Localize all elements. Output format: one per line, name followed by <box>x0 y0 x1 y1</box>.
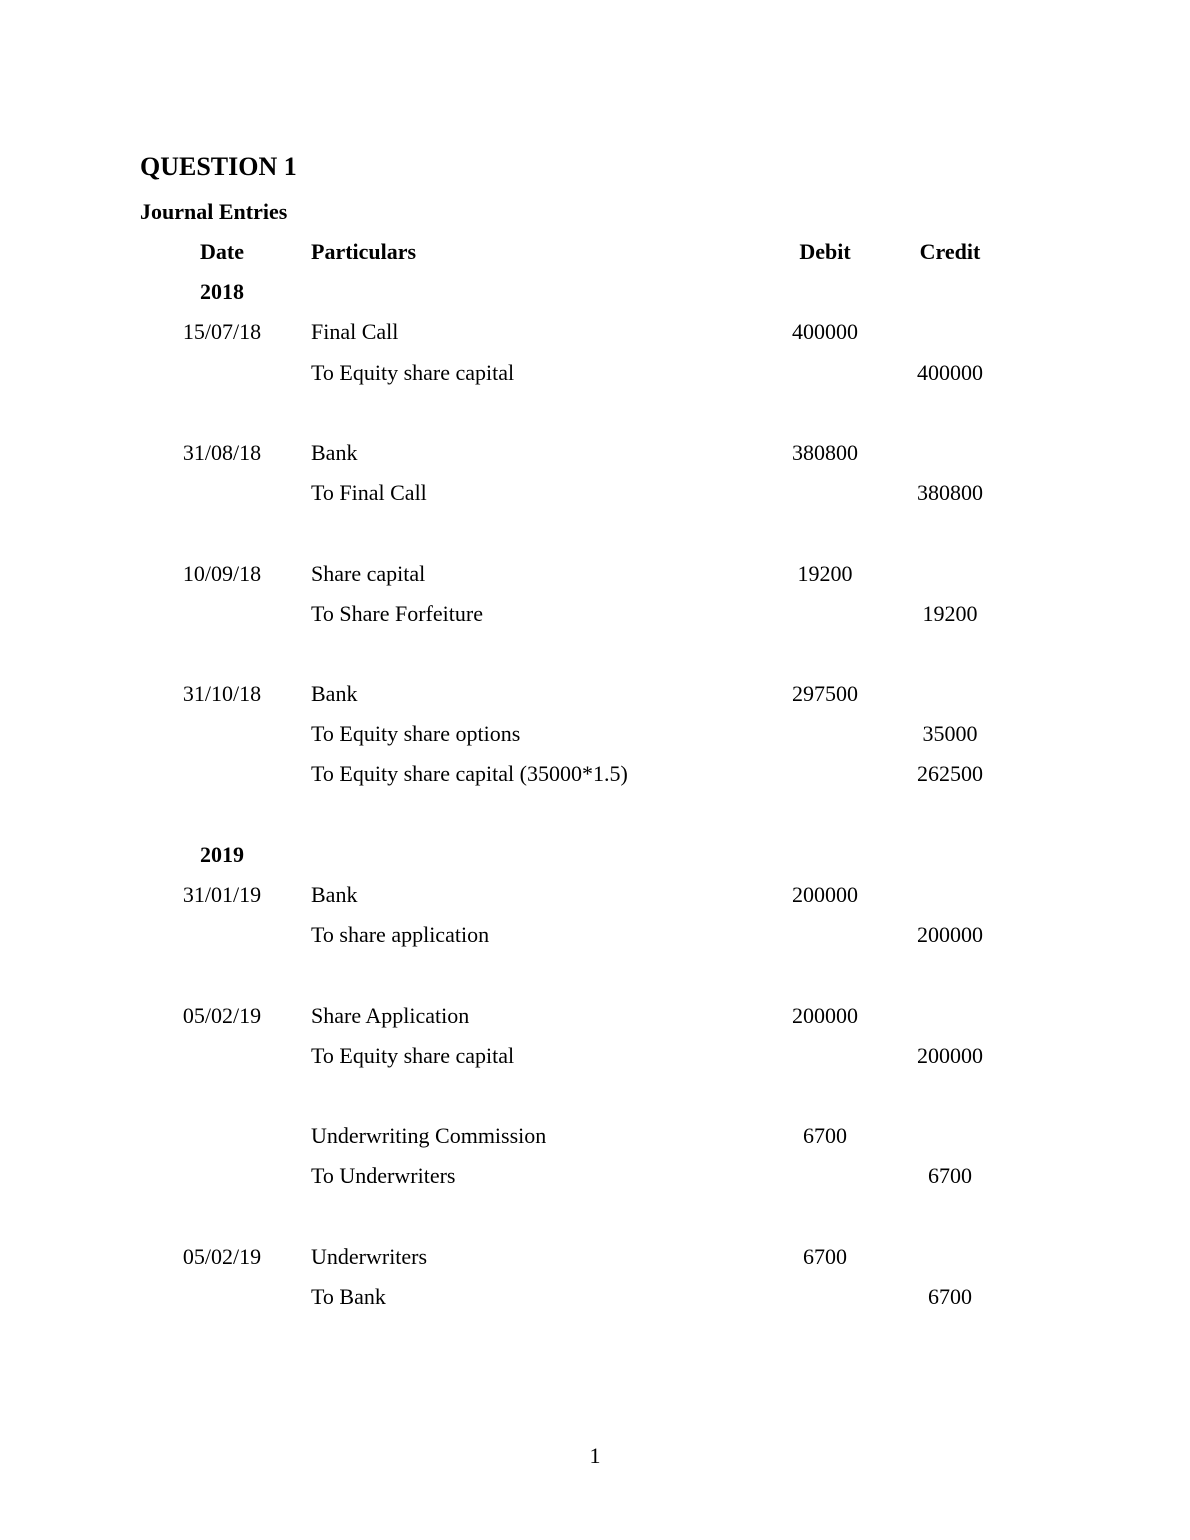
entry-debit: 19200 <box>797 560 853 586</box>
entry-particulars: To Equity share capital <box>311 359 515 385</box>
entry-particulars: Underwriting Commission <box>311 1123 547 1149</box>
journal-spacer-row <box>0 1197 1190 1237</box>
entry-particulars: To Equity share capital (35000*1.5) <box>311 761 628 787</box>
journal-entry-row <box>0 714 1190 754</box>
entry-date: 10/09/18 <box>182 560 262 586</box>
entry-particulars: Bank <box>311 882 358 907</box>
entry-credit: 6700 <box>928 1163 972 1189</box>
year-label: 2018 <box>200 279 244 305</box>
entry-particulars: To Equity share capital <box>311 1042 515 1068</box>
debit-column-header: Debit <box>799 239 851 264</box>
entry-credit: 262500 <box>917 761 983 787</box>
journal-entry-row <box>0 473 1190 513</box>
entry-date: 05/02/19 <box>182 1243 262 1269</box>
journal-spacer-row <box>0 634 1190 674</box>
entry-particulars: To Share Forfeiture <box>311 600 483 626</box>
entry-debit: 380800 <box>792 439 858 465</box>
journal-entry-row <box>0 1156 1190 1196</box>
journal-spacer-row <box>0 795 1190 835</box>
entry-particulars: Bank <box>311 439 358 465</box>
journal-entry-row <box>0 433 1190 473</box>
entry-particulars: To Final Call <box>311 480 427 506</box>
journal-spacer-row <box>0 513 1190 553</box>
entry-credit: 6700 <box>928 1283 972 1309</box>
entry-particulars: To Underwriters <box>311 1163 456 1189</box>
page-number: 1 <box>589 1443 601 1468</box>
entry-credit: 400000 <box>917 359 983 385</box>
entry-date: 31/10/18 <box>182 681 262 707</box>
journal-entry-row <box>0 674 1190 714</box>
entry-date: 15/07/18 <box>182 319 262 345</box>
journal-spacer-row <box>0 1076 1190 1116</box>
entry-debit: 6700 <box>803 1243 847 1269</box>
entry-date: 31/01/19 <box>182 882 262 907</box>
journal-entry-row <box>0 594 1190 634</box>
journal-entry-row <box>0 1036 1190 1076</box>
entry-debit: 200000 <box>792 1002 858 1028</box>
entry-debit: 200000 <box>792 882 858 907</box>
entry-debit: 297500 <box>792 681 858 707</box>
journal-entry-row <box>0 754 1190 794</box>
entry-credit: 200000 <box>917 1042 983 1068</box>
entry-date: 05/02/19 <box>182 1002 262 1028</box>
entry-particulars: To Equity share options <box>311 721 521 747</box>
credit-column-header: Credit <box>919 239 981 264</box>
entry-credit: 200000 <box>917 922 983 948</box>
year-label: 2019 <box>200 841 244 867</box>
journal-entries-heading: Journal Entries <box>140 199 288 224</box>
entry-particulars: To Bank <box>311 1283 386 1309</box>
journal-entry-row <box>0 353 1190 393</box>
journal-entry-row <box>0 1116 1190 1156</box>
question-heading: QUESTION 1 <box>140 152 297 181</box>
particulars-column-header: Particulars <box>311 239 417 264</box>
entry-particulars: Final Call <box>311 319 399 345</box>
entry-debit: 400000 <box>792 319 858 345</box>
journal-entry-row <box>0 1237 1190 1277</box>
entry-particulars: Share Application <box>311 1002 470 1028</box>
entry-credit: 35000 <box>922 721 978 747</box>
entry-date: 31/08/18 <box>182 439 262 465</box>
entry-particulars: Share capital <box>311 560 426 586</box>
entry-particulars: Underwriters <box>311 1243 428 1269</box>
entry-debit: 6700 <box>803 1123 847 1149</box>
journal-entry-row <box>0 875 1190 915</box>
entry-particulars: Bank <box>311 681 358 707</box>
entry-credit: 380800 <box>917 480 983 506</box>
journal-year-row <box>0 835 1190 875</box>
entry-particulars: To share application <box>311 922 490 948</box>
journal-entry-row <box>0 554 1190 594</box>
journal-entry-row <box>0 1277 1190 1317</box>
journal-entry-row <box>0 996 1190 1036</box>
journal-year-row <box>0 272 1190 312</box>
journal-table <box>0 232 1190 1317</box>
journal-spacer-row <box>0 955 1190 995</box>
date-column-header: Date <box>200 239 244 264</box>
entry-credit: 19200 <box>922 600 978 626</box>
journal-entry-row <box>0 915 1190 955</box>
journal-spacer-row <box>0 393 1190 433</box>
journal-header-row <box>0 232 1190 272</box>
journal-entry-row <box>0 312 1190 352</box>
